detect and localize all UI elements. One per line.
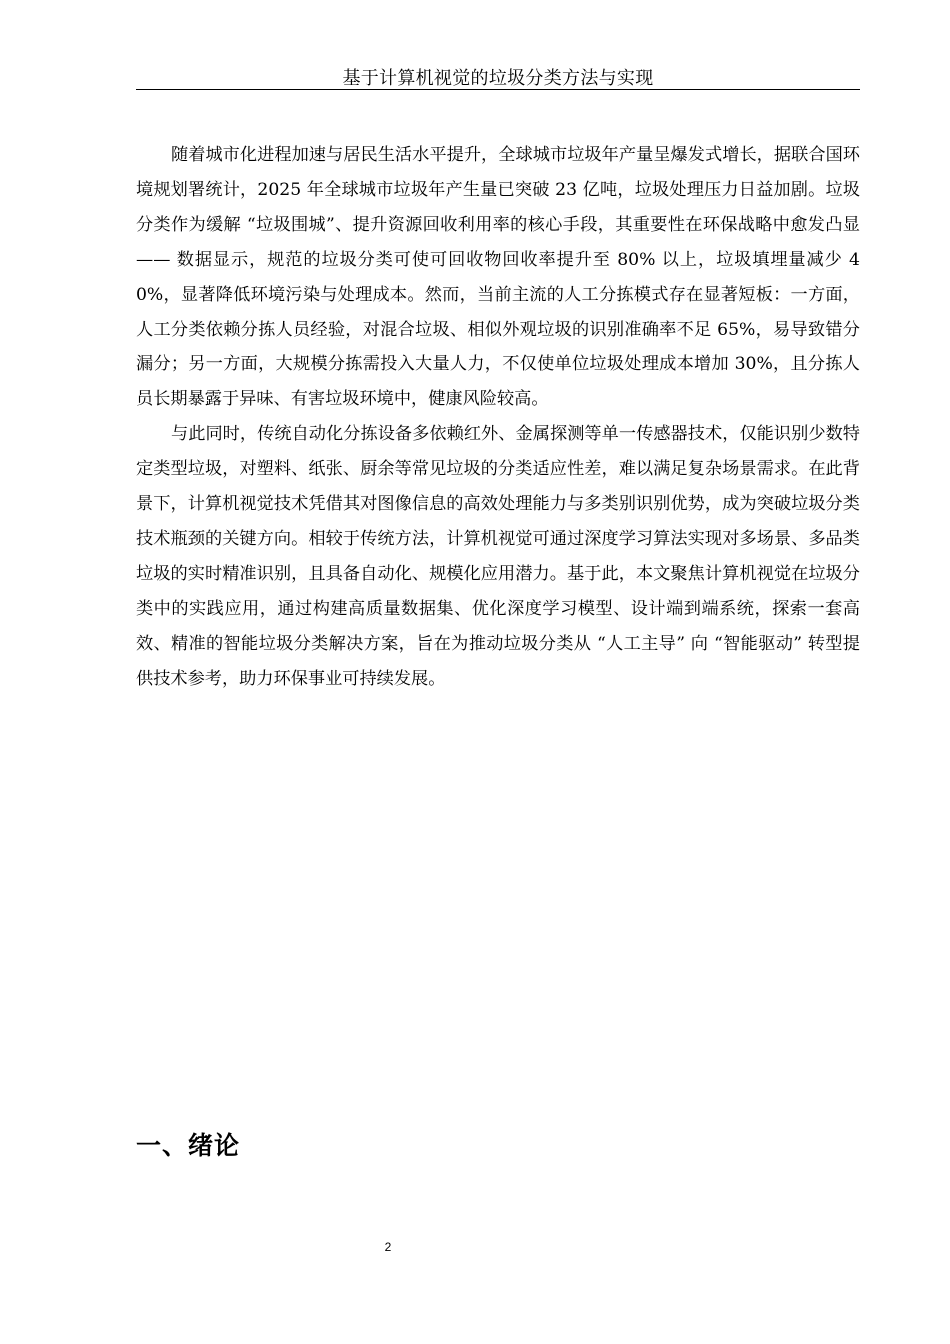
page-number: 2 (384, 1240, 392, 1254)
running-header-title: 基于计算机视觉的垃圾分类方法与实现 (342, 68, 654, 89)
body-text (136, 138, 860, 697)
header-divider (136, 89, 860, 90)
section-heading: 一、绪论 (136, 1131, 241, 1160)
paragraph-background: 随着城市化进程加速与居民生活水平提升，全球城市垃圾年产量呈爆发式增长，据联合国环境规划署统计，2025 年全球城市垃圾年产生量已突破 23 亿吨，垃圾处理压力日益加剧。垃圾分类作为缓解 “垃圾围城”、提升资源回收利用率的核心手段，其重要性在环保战略中愈发凸显 —— 数据显示，规范的垃圾分类可使可回收物回收率提升至 80% 以上，垃圾填埋量减少 40%，显著降低环境污染与处理成本。然而，当前主流的人工分拣模式存在显著短板：一方面，人工分类依赖分拣人员经验，对混合垃圾、相似外观垃圾的识别准确率不足 65%，易导致错分漏分；另一方面，大规模分拣需投入大量人力，不仅使单位垃圾处理成本增加 30%，且分拣人员长期暴露于异味、有害垃圾环境中，健康风险较高。 (136, 145, 860, 410)
paragraph-motivation: 与此同时，传统自动化分拣设备多依赖红外、金属探测等单一传感器技术，仅能识别少数特定类型垃圾，对塑料、纸张、厨余等常见垃圾的分类适应性差，难以满足复杂场景需求。在此背景下，计算机视觉技术凭借其对图像信息的高效处理能力与多类别识别优势，成为突破垃圾分类技术瓶颈的关键方向。相较于传统方法，计算机视觉可通过深度学习算法实现对多场景、多品类垃圾的实时精准识别，且具备自动化、规模化应用潜力。基于此，本文聚焦计算机视觉在垃圾分类中的实践应用，通过构建高质量数据集、优化深度学习模型、设计端到端系统，探索一套高效、精准的智能垃圾分类解决方案，旨在为推动垃圾分类从 “人工主导” 向 “智能驱动” 转型提供技术参考，助力环保事业可持续发展。 (136, 424, 860, 689)
